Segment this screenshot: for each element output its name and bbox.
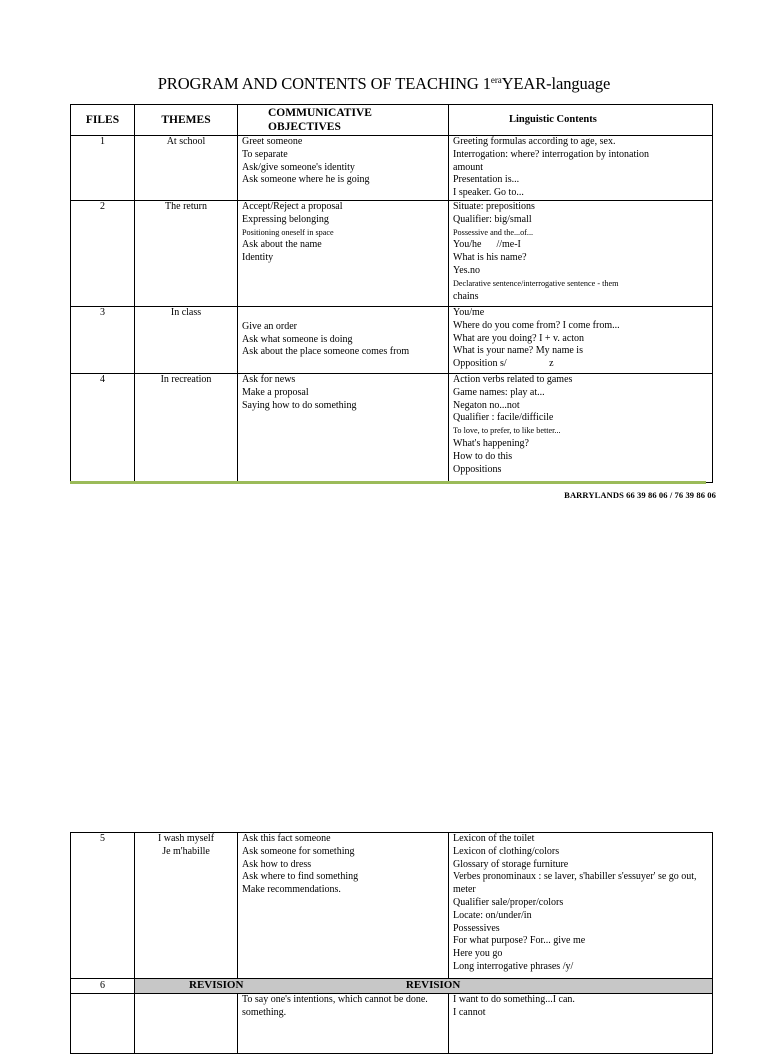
- table-row: [71, 136, 713, 201]
- program-table-bottom: [70, 832, 713, 1054]
- contents-cell: Situate: prepositions Qualifier: big/small Possessive and the...of... You/he //me-I What is his name? Yes.no Declarative sentence/interrogative sentence - them chains: [449, 201, 713, 307]
- contents-cell: You/me Where do you come from? I come from... What are you doing? I + v. acton What is your name? My name is Opposition s/ z: [449, 307, 713, 374]
- theme-cell: I wash myself Je m'habille: [135, 833, 238, 979]
- contents-cell: Lexicon of the toilet Lexicon of clothing/colors Glossary of storage furniture Verbes pronominaux : se laver, s'habiller s'essuyer' se go out, meter Qualifier sale/proper/colors Locate: on/under/in Possessives For what purpose? For... give me Here you go Long interrogative phrases /y/: [449, 833, 713, 979]
- revision-label-left: REVISION: [189, 979, 244, 991]
- theme-cell: In recreation: [135, 374, 238, 483]
- header-objectives: COMMUNICATIVE OBJECTIVES: [238, 105, 449, 136]
- table-row: [71, 201, 713, 307]
- header-files: FILES: [71, 105, 135, 136]
- header-contents: Linguistic Contents: [449, 105, 713, 136]
- theme-cell: At school: [135, 136, 238, 201]
- file-number: 5: [71, 833, 135, 979]
- revision-row: [71, 979, 713, 994]
- contents-cell: Action verbs related to games Game names: play at... Negaton no...not Qualifier : facile/difficile To love, to prefer, to like better... What's happening? How to do this Oppositions: [449, 374, 713, 483]
- objectives-cell: Greet someone To separate Ask/give someone's identity Ask someone where he is going: [238, 136, 449, 201]
- contents-cell: I want to do something...I can. I cannot: [449, 994, 713, 1054]
- header-themes: THEMES: [135, 105, 238, 136]
- file-number: 6: [71, 979, 135, 994]
- revision-label-right: REVISION: [405, 979, 461, 991]
- page-title: PROGRAM AND CONTENTS OF TEACHING $1^{era}YEAR$-language: [157, 74, 611, 93]
- theme-cell: The return: [135, 201, 238, 307]
- table-row: [71, 374, 713, 483]
- contents-cell: Greeting formulas according to age, sex. Interrogation: where? interrogation by intonation amount Presentation is... I speaker. Go to...: [449, 136, 713, 201]
- table-row: [71, 307, 713, 374]
- revision-cell: [135, 979, 713, 994]
- file-number: 1: [71, 136, 135, 201]
- objectives-cell: Accept/Reject a proposal Expressing belonging Positioning oneself in space Ask about the name Identity: [238, 201, 449, 307]
- file-number: 4: [71, 374, 135, 483]
- objectives-cell: To say one's intentions, which cannot be done. something.: [238, 994, 449, 1054]
- objectives-cell: Ask this fact someone Ask someone for something Ask how to dress Ask where to find something Make recommendations.: [238, 833, 449, 979]
- table-row: [71, 833, 713, 979]
- objectives-cell: Ask for news Make a proposal Saying how to do something: [238, 374, 449, 483]
- footer-contact: BARRYLANDS 66 39 86 06 / 76 39 86 06: [564, 490, 716, 500]
- divider-line: [70, 481, 706, 484]
- file-number: 2: [71, 201, 135, 307]
- file-number: 3: [71, 307, 135, 374]
- objectives-cell: Give an order Ask what someone is doing Ask about the place someone comes from: [238, 307, 449, 374]
- theme-cell: In class: [135, 307, 238, 374]
- program-table-top: [70, 104, 713, 483]
